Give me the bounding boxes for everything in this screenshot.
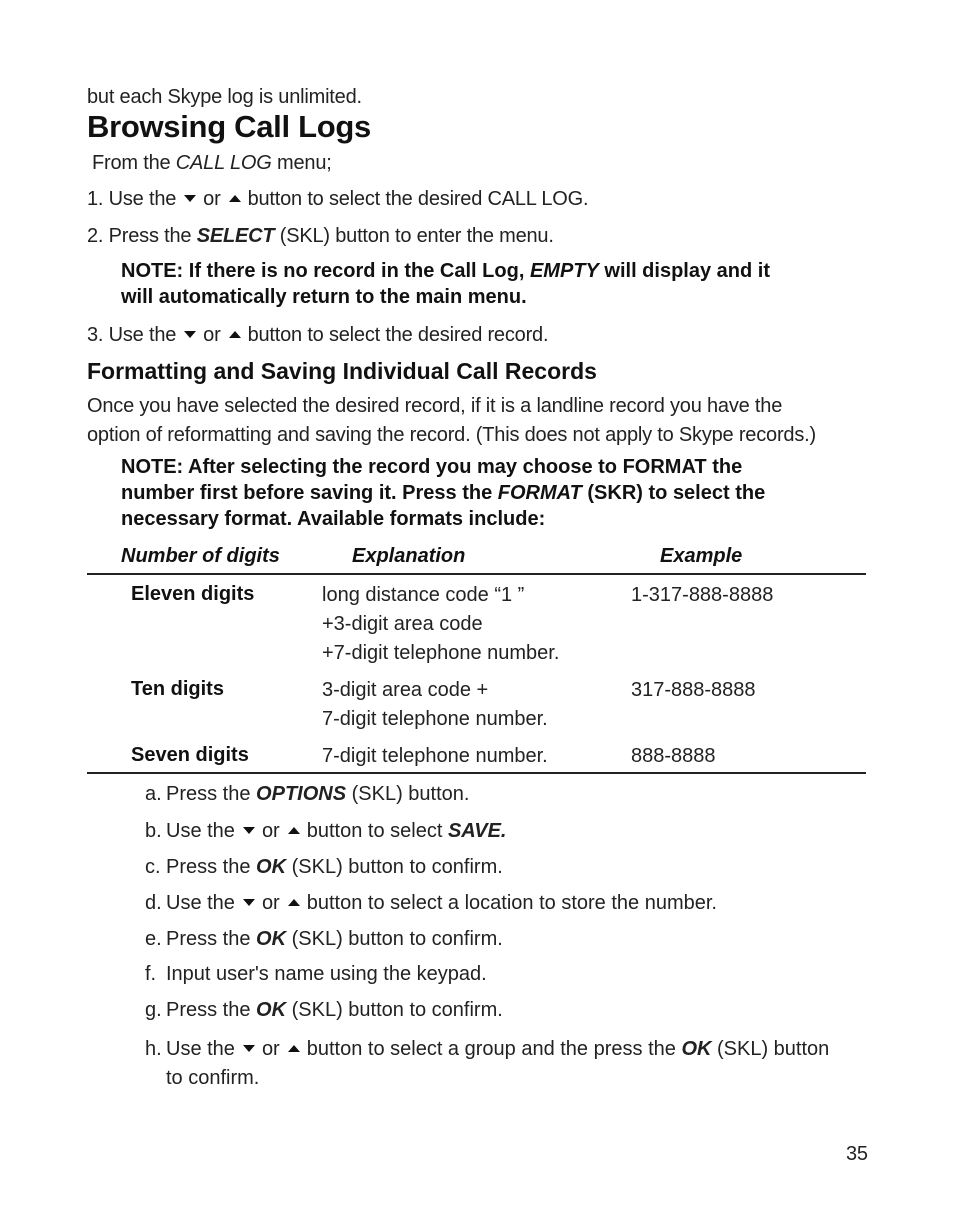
note-2-line-2-suffix: (SKR) to select the	[581, 482, 766, 504]
step-3-prefix: 3. Use the	[87, 324, 177, 346]
note-1-prefix: NOTE: If there is no record in the Call Log,	[121, 260, 530, 282]
expl-line: 7-digit telephone number.	[322, 745, 548, 767]
down-arrow-icon	[243, 1045, 255, 1052]
substep-text: Use the	[166, 820, 235, 842]
paragraph-line-2: option of reformatting and saving the record. (This does not apply to Skype records.)	[87, 424, 816, 446]
intro-line: but each Skype log is unlimited.	[87, 86, 362, 108]
row-example: 1-317-888-8888	[631, 584, 774, 606]
step-1-prefix: 1. Use the	[87, 188, 177, 210]
substep-text: Press the	[166, 856, 257, 878]
substep-text: button to select a location to store the number.	[306, 892, 717, 914]
from-prefix: From the	[92, 152, 176, 174]
up-arrow-icon	[288, 899, 300, 906]
substep-text: Use the	[166, 892, 235, 914]
header-example: Example	[660, 545, 743, 567]
row-name: Seven digits	[131, 744, 249, 766]
note-empty	[121, 258, 770, 310]
down-arrow-icon	[243, 899, 255, 906]
substep-label: d.	[145, 892, 162, 914]
substep-label: e.	[145, 928, 162, 950]
step-2-prefix: 2. Press the	[87, 225, 197, 247]
down-arrow-icon	[184, 331, 196, 338]
row-explanation	[322, 676, 548, 734]
header-explanation: Explanation	[352, 545, 466, 567]
substep-text: Press the	[166, 783, 257, 805]
empty-key-label: EMPTY	[529, 260, 599, 282]
up-arrow-icon	[229, 331, 241, 338]
substep-text: Press the	[166, 928, 257, 950]
step-1-suffix: button to select the desired CALL LOG.	[247, 188, 589, 210]
or-text: or	[203, 188, 221, 210]
section-paragraph	[87, 392, 816, 450]
substep-label: h.	[145, 1038, 162, 1060]
page-number: 35	[846, 1143, 868, 1165]
step-3	[87, 324, 548, 347]
page-title: Browsing Call Logs	[87, 109, 371, 144]
substep-text: (SKL) button to confirm.	[286, 856, 503, 878]
down-arrow-icon	[184, 195, 196, 202]
substep-h	[145, 1035, 829, 1093]
substep-text: (SKL) button	[711, 1038, 830, 1060]
step-2-suffix: (SKL) button to enter the menu.	[274, 225, 554, 247]
table-bottom-rule	[87, 772, 866, 774]
row-name: Eleven digits	[131, 583, 255, 605]
ok-key-label: OK	[256, 928, 287, 950]
substep-e	[145, 928, 503, 951]
substep-c	[145, 856, 503, 879]
substep-label: a.	[145, 783, 162, 805]
or-text: or	[261, 820, 280, 842]
or-text: or	[203, 324, 221, 346]
paragraph-line-1: Once you have selected the desired record, if it is a landline record you have the	[87, 395, 783, 417]
row-explanation	[322, 581, 559, 668]
note-2-line-1: NOTE: After selecting the record you may choose to FORMAT the	[121, 456, 743, 478]
ok-key-label: OK	[256, 856, 287, 878]
save-key-label: SAVE.	[447, 820, 507, 842]
up-arrow-icon	[288, 1045, 300, 1052]
or-text: or	[261, 1038, 280, 1060]
substep-text: (SKL) button to confirm.	[286, 928, 503, 950]
step-2	[87, 225, 554, 248]
header-number-of-digits: Number of digits	[121, 545, 280, 567]
substep-text: Input user's name using the keypad.	[166, 963, 487, 985]
substep-label: f.	[145, 963, 157, 985]
substep-text: button to select a group and the press the	[306, 1038, 682, 1060]
note-1-suffix: will display and it	[598, 260, 770, 282]
from-suffix: menu;	[271, 152, 332, 174]
substep-text: button to select	[306, 820, 448, 842]
substep-text: Press the	[166, 999, 257, 1021]
up-arrow-icon	[288, 827, 300, 834]
expl-line: 7-digit telephone number.	[322, 708, 548, 730]
from-line	[92, 152, 332, 175]
format-key-label: FORMAT	[497, 482, 582, 504]
substep-label: c.	[145, 856, 161, 878]
call-log-menu-name: CALL LOG	[175, 152, 272, 174]
expl-line: +3-digit area code	[322, 613, 483, 635]
row-example: 317-888-8888	[631, 679, 756, 701]
substep-a	[145, 783, 469, 806]
select-key-label: SELECT	[196, 225, 275, 247]
up-arrow-icon	[229, 195, 241, 202]
substep-b	[145, 820, 506, 843]
expl-line: 3-digit area code +	[322, 679, 489, 701]
ok-key-label: OK	[256, 999, 287, 1021]
note-2-line-2-prefix: number first before saving it. Press the	[121, 482, 498, 504]
table-top-rule	[87, 573, 866, 575]
down-arrow-icon	[243, 827, 255, 834]
substep-label: b.	[145, 820, 162, 842]
substep-g	[145, 999, 503, 1022]
substep-d	[145, 892, 717, 915]
expl-line: +7-digit telephone number.	[322, 642, 560, 664]
expl-line: long distance code “1 ”	[322, 584, 525, 606]
row-example: 888-8888	[631, 745, 716, 767]
substep-f	[145, 963, 487, 986]
note-format	[121, 454, 765, 532]
section-heading: Formatting and Saving Individual Call Records	[87, 358, 597, 384]
step-3-suffix: button to select the desired record.	[247, 324, 549, 346]
or-text: or	[261, 892, 280, 914]
options-key-label: OPTIONS	[256, 783, 347, 805]
substep-label: g.	[145, 999, 162, 1021]
substep-text: (SKL) button to confirm.	[286, 999, 503, 1021]
note-2-line-3: necessary format. Available formats include:	[121, 508, 546, 530]
ok-key-label: OK	[681, 1038, 712, 1060]
step-1	[87, 188, 588, 211]
row-explanation	[322, 742, 548, 771]
substep-text: Use the	[166, 1038, 235, 1060]
row-name: Ten digits	[131, 678, 224, 700]
note-1-line-2: will automatically return to the main menu.	[121, 286, 527, 308]
substep-h-line-2: to confirm.	[166, 1067, 260, 1089]
substep-text: (SKL) button.	[346, 783, 470, 805]
